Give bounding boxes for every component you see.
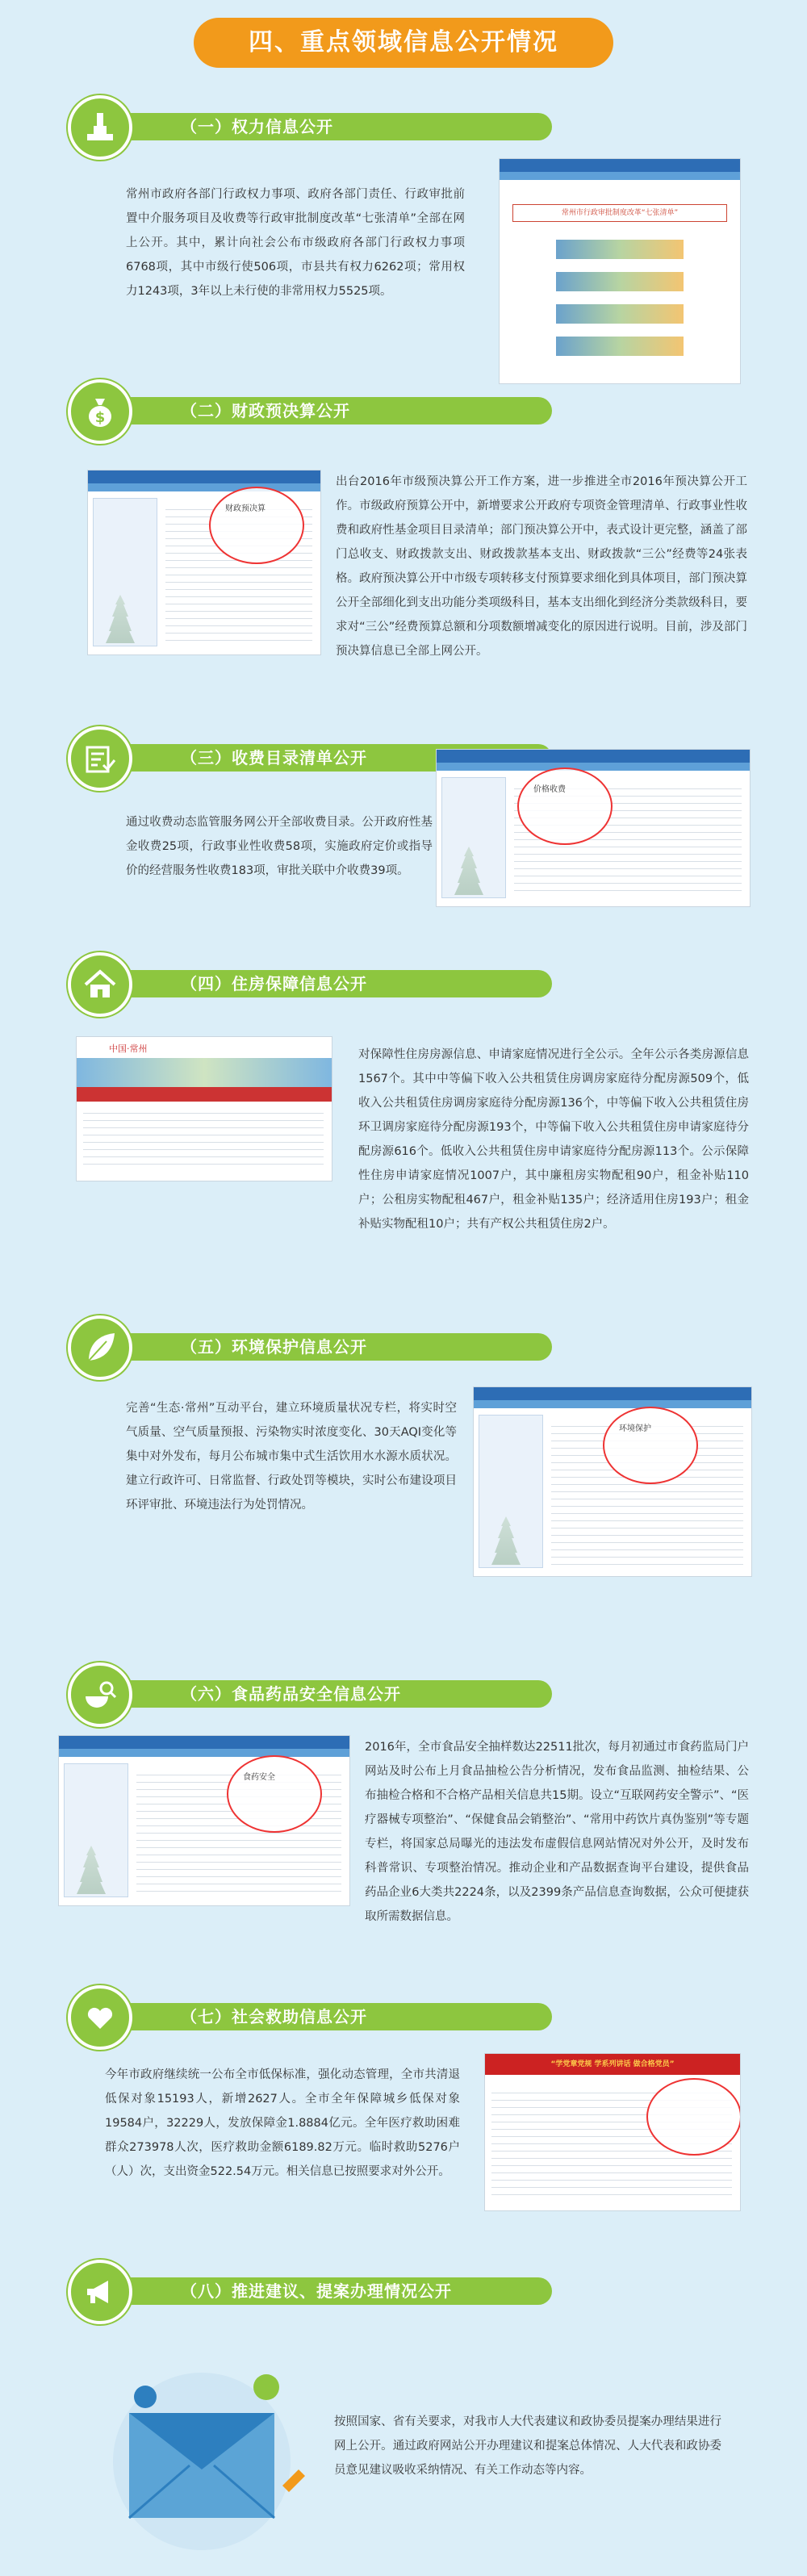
section-text: 对保障性住房房源信息、申请家庭情况进行全公示。全年公示各类房源信息1567个。其中中等偏下收入公共租赁住房调房家庭待分配房源509个，低收入公共租赁住房调房家庭待分配房源136个，中等偏下收入公共租赁住房环卫调房家庭待分配房源193个，中等偏下收入公共租赁住房申请家庭待分配房源616个。低收入公共租赁住房申请家庭待分配房源113个。公示保障性住房申请家庭情况1007户，其中廉租房实物配租90户，租金补贴110户；公租房实物配租467户，租金补贴135户；经济适用住房193户；租金补贴实物配租10户；共有产权公共租赁住房2户。 <box>358 1048 749 1231</box>
section-header <box>68 1985 487 2047</box>
section-title: （三）收费目录清单公开 <box>181 748 367 767</box>
envelope-mail-icon <box>97 2348 307 2550</box>
section-title: （一）权力信息公开 <box>181 117 333 136</box>
thumbnail-label: 食药安全 <box>243 1773 275 1782</box>
section-title: （八）推进建议、提案办理情况公开 <box>181 2281 452 2301</box>
section-text: 按照国家、省有关要求，对我市人大代表建议和政协委员提案办理结果进行网上公开。通过政府网站公开办理建议和提案总体情况、人大代表和政协委员意见建议吸收采纳情况、有关工作动态等内容。 <box>334 2415 721 2477</box>
section-header <box>68 1315 487 1377</box>
section-title: （二）财政预决算公开 <box>181 401 350 420</box>
section-text: 完善“生态·常州”互动平台，建立环境质量状况专栏，将实时空气质量、空气质量预报、污染物实时浓度变化、30天AQI变化等集中对外发布，每月公布城市集中式生活饮用水水源水质状况。建立行政许可、日常监督、行政处罚等模块，实时公布建设项目环评审批、环境违法行为处罚情况。 <box>126 1402 457 1512</box>
leaf-icon <box>68 1315 132 1380</box>
section-title: （七）社会救助信息公开 <box>181 2007 367 2026</box>
section-header <box>68 1662 487 1724</box>
thumbnail-label: 财政预决算 <box>225 504 266 513</box>
section-text: 常州市政府各部门行政权力事项、政府各部门责任、行政审批前置中介服务项目及收费等行政审批制度改革“七张清单”全部在网上公开。其中，累计向社会公布市级政府各部门行政权力事项6768项，其中市级行使506项，市县共有权力6262项；常用权力1243项，3年以上未行使的非常用权力5525项。 <box>126 188 465 298</box>
section-header <box>68 95 487 157</box>
section-header <box>68 2260 487 2321</box>
section-header <box>68 952 487 1014</box>
section-text: 2016年，全市食品安全抽样数达22511批次，每月初通过市食药监局门户网站及时公布上月食品抽检公告分析情况，发布食品监测、抽检结果、公布抽检合格和不合格产品相关信息共15期。设立“互联网药安全警示”、“医疗器械专项整治”、“保健食品会销整治”、“常用中药饮片真伪鉴别”等专题专栏，将国家总局曝光的违法发布虚假信息网站情况对外公开，及时发布科普常识、专项整治情况。推动企业和产品数据查询平台建设，提供食品药品企业6大类共2224条，以及2399条产品信息查询数据，公众可便捷获取所需数据信息。 <box>365 1741 749 1923</box>
checklist-icon <box>68 726 132 791</box>
screenshot-thumbnail <box>499 158 741 384</box>
section-title: （六）食品药品安全信息公开 <box>181 1684 401 1704</box>
svg-text:$: $ <box>94 409 106 426</box>
thumbnail-label: 常州市行政审批制度改革“七张清单” <box>512 204 727 222</box>
screenshot-thumbnail <box>87 470 321 655</box>
gavel-stamp-icon <box>68 95 132 160</box>
screenshot-thumbnail <box>436 749 751 907</box>
section-text: 今年市政府继续统一公布全市低保标准，强化动态管理，全市共清退低保对象15193人，新增2627人。全市全年保障城乡低保对象19584户，32229人，发放保障金1.8884亿元。全年医疗救助困难群众273978人次，医疗救助金额6189.82万元。临时救助5276户（人）次，支出资金522.54万元。相关信息已按照要求对外公开。 <box>105 2068 460 2178</box>
house-icon <box>68 952 132 1017</box>
thumbnail-label: 中国·常州 <box>77 1037 332 1058</box>
section-title: （四）住房保障信息公开 <box>181 974 367 993</box>
thumbnail-label: 环境保护 <box>619 1424 651 1433</box>
heart-hands-icon <box>68 1985 132 2050</box>
section-header <box>68 726 487 788</box>
screenshot-thumbnail <box>473 1386 752 1577</box>
screenshot-thumbnail <box>484 2053 741 2211</box>
megaphone-icon <box>68 2260 132 2324</box>
section-text: 出台2016年市级预决算公开工作方案，进一步推进全市2016年预决算公开工作。市级政府预算公开中，新增要求公开政府专项资金管理清单、行政事业性收费和政府性基金项目目录清单；部门预决算公开中，表式设计更完整，涵盖了部门总收支、财政拨款支出、财政拨款基本支出、财政拨款“三公”经费等24张表格。政府预决算公开中市级专项转移支付预算要求细化到具体项目，部门预决算公开全部细化到支出功能分类项级科目，基本支出细化到经济分类款级科目，要求对“三公”经费预算总额和分项数额增减变化的原因进行说明。目前，涉及部门预决算信息已全部上网公开。 <box>336 475 747 658</box>
screenshot-thumbnail <box>58 1735 350 1906</box>
section-text: 通过收费动态监管服务网公开全部收费目录。公开政府性基金收费25项，行政事业性收费58项，实施政府定价或指导价的经营服务性收费183项，审批关联中介收费39项。 <box>126 816 433 877</box>
thumbnail-label: “学党章党规 学系列讲话 做合格党员” <box>485 2054 740 2075</box>
screenshot-thumbnail <box>76 1036 332 1181</box>
section-title: （五）环境保护信息公开 <box>181 1337 367 1357</box>
food-safety-icon <box>68 1662 132 1727</box>
section-header <box>68 379 487 441</box>
page-title: 四、重点领域信息公开情况 <box>194 18 613 68</box>
thumbnail-label: 价格收费 <box>533 785 566 794</box>
money-bag-icon <box>68 379 132 444</box>
